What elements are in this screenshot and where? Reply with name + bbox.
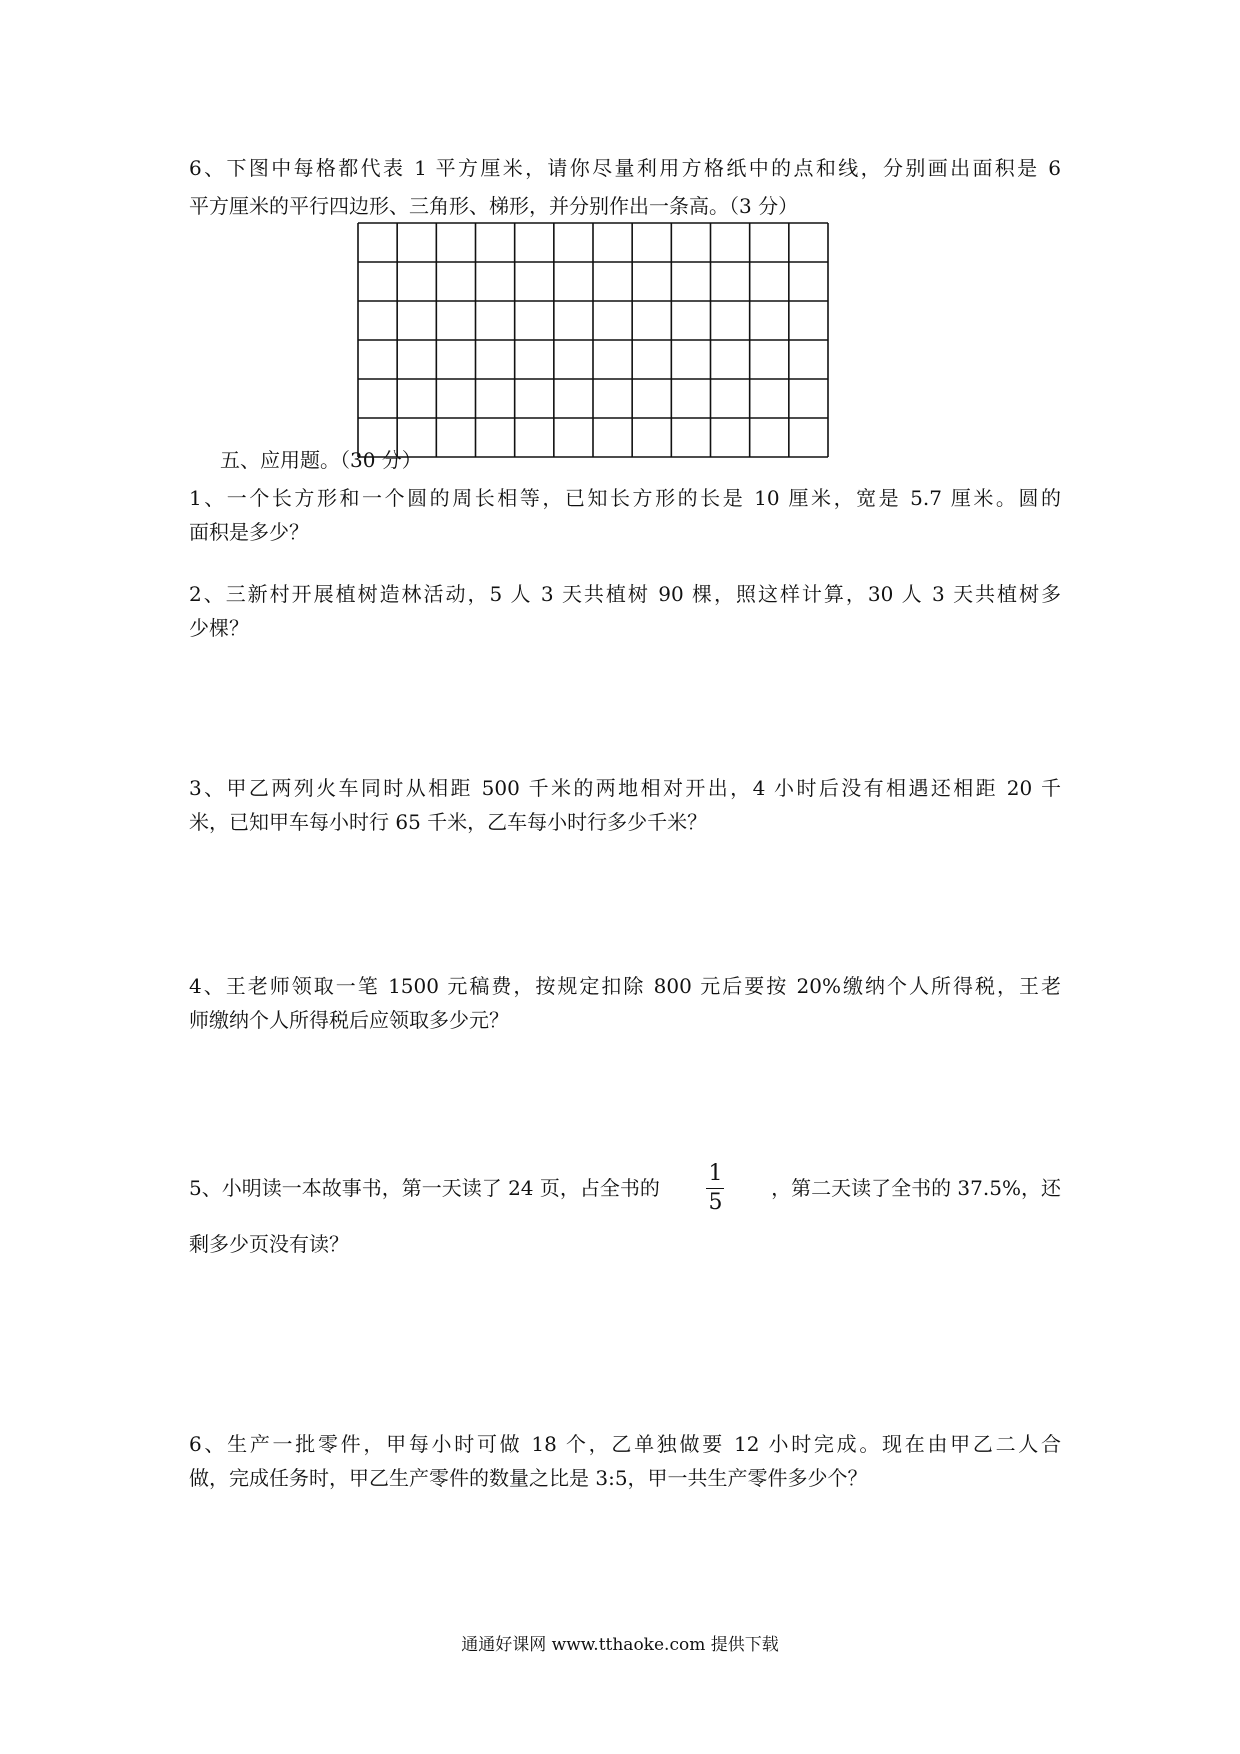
fraction-bar: [706, 1188, 724, 1189]
footer-download-note: 通通好课网 www.tthaoke.com 提供下载: [461, 1635, 779, 1655]
problem-2-line-1: 2、三新村开展植树造林活动，5 人 3 天共植树 90 棵，照这样计算，30 人 3 天共植树多: [189, 582, 1061, 606]
problem-6-line-2: 做，完成任务时，甲乙生产零件的数量之比是 3:5，甲一共生产零件多少个？: [189, 1466, 868, 1490]
problem-3-line-1: 3、甲乙两列火车同时从相距 500 千米的两地相对开出，4 小时后没有相遇还相距 20 千: [189, 776, 1061, 800]
problem-4-line-2: 师缴纳个人所得税后应领取多少元？: [189, 1008, 509, 1032]
problem-1-line-1: 1、一个长方形和一个圆的周长相等，已知长方形的长是 10 厘米，宽是 5.7 厘米。圆的: [189, 486, 1061, 510]
draw-question-line-1: 6、下图中每格都代表 1 平方厘米，请你尽量利用方格纸中的点和线，分别画出面积是 6: [189, 156, 1061, 180]
section-title: 五、应用题。（30 分）: [220, 448, 422, 472]
fraction-numerator: 1: [708, 1160, 723, 1186]
problem-3-line-2: 米，已知甲车每小时行 65 千米，乙车每小时行多少千米？: [189, 810, 708, 834]
problem-5-line-1: [189, 1160, 1061, 1215]
fraction-one-fifth: [706, 1160, 724, 1215]
problem-5-text-b: ，第二天读了全书的 37.5%，还: [771, 1176, 1061, 1200]
problem-4-line-1: 4、王老师领取一笔 1500 元稿费，按规定扣除 800 元后要按 20%缴纳个人所得税，王老: [189, 974, 1061, 998]
grid-paper: [357, 222, 829, 458]
problem-5-line-2: 剩多少页没有读？: [189, 1232, 349, 1256]
problem-2-line-2: 少棵？: [189, 616, 249, 640]
problem-1-line-2: 面积是多少？: [189, 520, 309, 544]
draw-question-line-2: 平方厘米的平行四边形、三角形、梯形，并分别作出一条高。（3 分）: [189, 194, 799, 218]
grid-lines: [357, 222, 829, 458]
fraction-denominator: 5: [708, 1189, 723, 1215]
problem-5-text-a: 5、小明读一本故事书，第一天读了 24 页，占全书的: [189, 1176, 660, 1200]
problem-6-line-1: 6、生产一批零件，甲每小时可做 18 个，乙单独做要 12 小时完成。现在由甲乙二人合: [189, 1432, 1061, 1456]
